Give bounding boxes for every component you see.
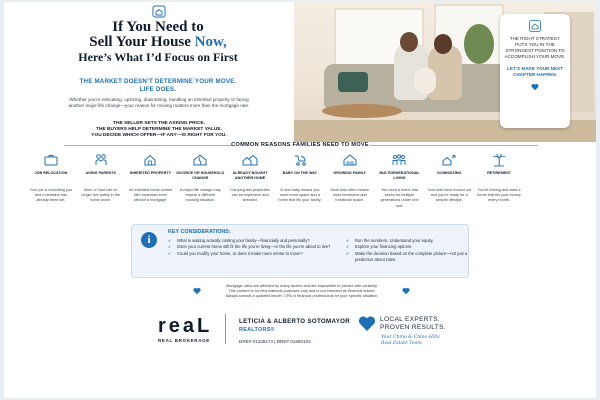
check-icon: ✓: [346, 250, 350, 256]
check-icon: ✓: [168, 244, 172, 250]
disclaimer-line-1: Mortgage rates are affected by many factors and are impossible to predict with certainty.: [226, 283, 378, 288]
consideration-text: Explore your financing options.: [355, 244, 413, 250]
disclaimer: [209, 283, 395, 298]
page-title: [66, 20, 250, 65]
seller-line-1: THE SELLER SETS THE ASKING PRICE.: [113, 121, 205, 126]
reason-aging-parents: [76, 152, 126, 209]
reason-label: DIVORCE OR HOUSEHOLD CHANGE: [176, 171, 225, 180]
reason-inherited-property: [126, 152, 176, 209]
two-homes-icon: [242, 152, 258, 168]
reason-text: An inherited home comes with expenses even without a mortgage.: [128, 188, 173, 203]
consideration-text: Run the numbers. Understand your equity.: [355, 238, 434, 243]
consideration-text: What is waiting actually costing your family—financially and personally?: [177, 238, 310, 243]
team-signature: [381, 335, 471, 347]
reason-label: AGING PARENTS: [85, 171, 116, 175]
reason-downsizing: [424, 152, 474, 209]
consideration-item: [346, 251, 468, 264]
reason-label: MULTIGENERATIONAL LIVING: [379, 171, 420, 180]
check-icon: ✓: [346, 238, 350, 243]
reason-retirement: [474, 152, 524, 209]
reason-text: Your kids have moved out and you’re ready for a simpler lifestyle.: [427, 188, 472, 203]
footer-divider: [225, 314, 226, 344]
reason-label: INHERITED PROPERTY: [129, 171, 172, 175]
considerations-right: [346, 238, 468, 264]
subheading-line-2: LIFE DOES.: [139, 86, 177, 93]
title-line-2-text: Sell Your House: [89, 34, 195, 50]
generations-icon: [391, 152, 407, 168]
reasons-title: COMMON REASONS FAMILIES NEED TO MOVE: [231, 142, 369, 148]
consideration-item: [168, 251, 336, 257]
reason-baby: [275, 152, 325, 209]
title-line-2: [66, 35, 250, 50]
home-icon: [152, 5, 166, 18]
growing-house-icon: [342, 152, 358, 168]
reason-text: A new baby means you need more space and a home that fits your family.: [278, 188, 322, 203]
seller-line-3: YOU DECIDE WHICH OFFER—IF ANY—IS RIGHT FOR YOU.: [91, 133, 227, 138]
tagline-line-2: PROVEN RESULTS.: [380, 324, 446, 331]
agent-names: LETICIA & ALBERTO SOTOMAYOR: [239, 318, 351, 325]
key-considerations-title: KEY CONSIDERATIONS:: [168, 229, 231, 235]
reason-text: A major life change may require a different housing situation.: [180, 188, 221, 203]
family-icon: [93, 152, 109, 168]
title-line-3: Here’s What I’d Focus on First: [78, 50, 238, 64]
title-line-1: If You Need to: [112, 19, 204, 35]
heart-icon: [358, 315, 376, 332]
consideration-text: Could you modify your home, or does it make more sense to move?: [177, 250, 303, 256]
next-chapter-text: LET’S MAKE YOUR NEXT CHAPTER HAPPEN.: [507, 66, 563, 77]
divider-right: [370, 145, 538, 146]
reason-text: More kids often means more bedrooms and functional space.: [330, 188, 369, 203]
reason-label: BABY ON THE WAY: [282, 171, 318, 175]
signature-line-1: Your Chino & Chino Hills: [381, 335, 440, 340]
reason-text: Mom or Dad can no longer live safely in the home alone.: [81, 188, 120, 203]
intro-paragraph: Whether you’re relocating, upsizing, downsizing, handling an inherited property or facing another major life change—your reason for moving matters more than the mortgage rate.: [68, 97, 250, 108]
reasons-row: [26, 152, 574, 209]
reason-multigenerational: [375, 152, 425, 209]
reason-label: DOWNSIZING: [437, 171, 462, 175]
seller-line-2: THE BUYERS HELP DETERMINE THE MARKET VALUE.: [96, 127, 222, 132]
signature-line-2: Real Estate Team.: [381, 341, 424, 347]
stroller-icon: [292, 152, 308, 168]
reason-already-bought: [225, 152, 275, 209]
consideration-text: Does your current home still fit the life you’re living—or the life you’re about to live?: [177, 244, 331, 250]
reason-text: You need a home that works for multiple generations under one roof.: [380, 188, 419, 208]
flyer-page: [4, 2, 596, 398]
disclaimer-line-3: Always consult a qualified lender, CPA or financial professional for your specific situation.: [225, 293, 379, 298]
reason-growing-family: [325, 152, 375, 209]
reason-label: GROWING FAMILY: [333, 171, 366, 175]
heart-icon: [193, 287, 201, 295]
reason-divorce: [175, 152, 225, 209]
check-icon: ✓: [168, 250, 172, 256]
home-icon: [529, 20, 541, 32]
subheading-line-1: THE MARKET DOESN’T DETERMINE YOUR MOVE.: [79, 78, 237, 85]
reason-text: Carrying two properties can be expensive and stressful.: [230, 188, 270, 203]
realtors-label: REALTORS®: [239, 327, 275, 333]
reason-job-relocation: [26, 152, 76, 209]
considerations-left: [168, 238, 336, 257]
info-icon: i: [141, 232, 157, 248]
strategy-text: THE RIGHT STRATEGY PUTS YOU IN THE STRONGEST POSITION TO ACCOMPLISH YOUR MOVE.: [504, 36, 566, 59]
reason-label: ALREADY BOUGHT ANOTHER HOME: [232, 171, 268, 180]
disclaimer-line-2: This content is for informational purposes only and is not intended as financial advice.: [228, 288, 376, 293]
dre-numbers: DRE# 01338174 | DRE# 01860102: [239, 339, 311, 344]
heart-icon: [402, 287, 410, 295]
tagline-line-1: LOCAL EXPERTS.: [380, 316, 440, 323]
brokerage-logo: reaL: [158, 315, 213, 337]
strategy-card: [500, 14, 570, 128]
consideration-text: Make the decision based on the complete picture—not just a prediction about rates.: [355, 250, 468, 263]
market-subheading: [62, 78, 254, 94]
reason-text: Your job is relocating you and a deadline has already been set.: [29, 188, 73, 203]
palm-tree-icon: [491, 152, 507, 168]
split-house-icon: [192, 152, 208, 168]
briefcase-icon: [43, 152, 59, 168]
downsize-icon: [441, 152, 457, 168]
reason-text: You’re retiring and want a home that fits your money every month.: [477, 188, 521, 203]
check-icon: ✓: [168, 238, 172, 243]
check-icon: ✓: [346, 244, 350, 250]
reason-label: RETIREMENT: [487, 171, 512, 175]
reason-label: JOB RELOCATION: [34, 171, 68, 175]
tagline: [380, 316, 446, 332]
brokerage-name: REAL BROKERAGE: [158, 338, 210, 343]
key-considerations-panel: [131, 224, 469, 278]
seller-statement: [62, 121, 256, 139]
title-now: Now,: [194, 34, 227, 50]
heart-icon: [531, 83, 539, 91]
house-deed-icon: [142, 152, 158, 168]
